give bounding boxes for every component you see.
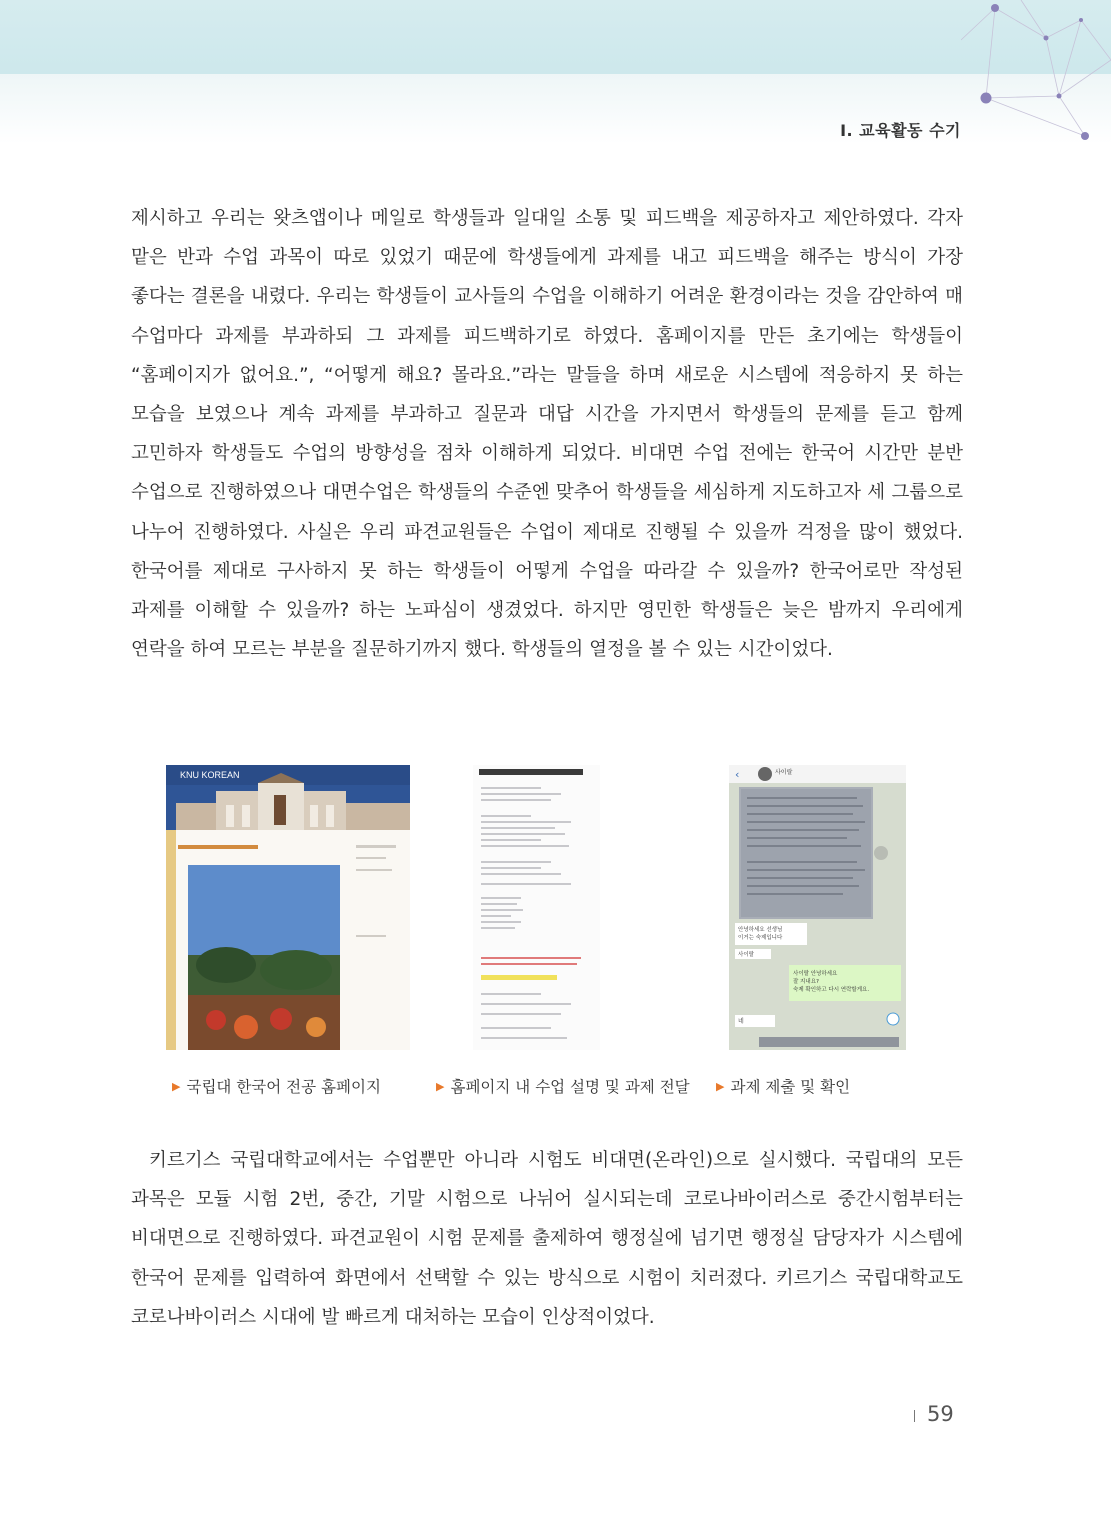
network-decoration-icon [961,0,1111,150]
figure-caption-1 [172,1075,381,1097]
svg-text:잘 지내요?: 잘 지내요? [793,979,819,985]
caption-text: 과제 제출 및 확인 [730,1078,851,1096]
caption-marker-icon: ▶ [716,1080,725,1093]
svg-text:네: 네 [738,1018,744,1025]
site-title: KNU KOREAN [180,770,240,780]
body-paragraph-1: 제시하고 우리는 왓츠앱이나 메일로 학생들과 일대일 소통 및 피드백을 제공하자고 제안하였다. 각자 맡은 반과 수업 과목이 따로 있었기 때문에 학생들에게 과제를 내고 피드백을 해주는 방식이 가장 좋다는 결론을 내렸다. 우리는 학생들이 교사들의 수업을 이해하기 어려운 환경이라는 것을 감안하여 매 수업마다 과제를 부과하되 그 과제를 피드백하기로 하였다. 홈페이지를 만든 초기에는 학생들이 “홈페이지가 없어요.”, “어떻게 해요? 몰라요.”라는 말들을 하며 새로운 시스템에 적응하지 못 하는 모습을 보였으나 계속 과제를 부과하고 질문과 대답 시간을 가지면서 학생들의 문제를 듣고 함께 고민하자 학생들도 수업의 방향성을 점차 이해하게 되었다. 비대면 수업 전에는 한국어 시간만 분반 수업으로 진행하였으나 대면수업은 학생들의 수준엔 맞추어 학생들을 세심하게 지도하고자 세 그룹으로 나누어 진행하였다. 사실은 우리 파견교원들은 수업이 제대로 진행될 수 있을까 걱정을 많이 했었다. 한국어를 제대로 구사하지 못 하는 학생들이 어떻게 수업을 따라갈 수 있을까? 한국어로만 작성된 과제를 이해할 수 있을까? 하는 노파심이 생겼었다. 하지만 영민한 학생들은 늦은 밤까지 우리에게 연락을 하여 모르는 부분을 질문하기까지 했다. 학생들의 열정을 볼 수 있는 시간이었다. [131,208,963,661]
homepage-screenshot-image [166,765,410,1050]
svg-text:사이랄 안녕하세요: 사이랄 안녕하세요 [793,971,838,977]
chat-contact-name: 사이랄 [775,769,793,776]
svg-text:‹: ‹ [735,768,740,781]
body-paragraph-2: 키르기스 국립대학교에서는 수업뿐만 아니라 시험도 비대면(온라인)으로 실시했다. 국립대의 모든 과목은 모듈 시험 2번, 중간, 기말 시험으로 나뉘어 실시되는데 코로나바이러스로 중간시험부터는 비대면으로 진행하였다. 파견교원이 시험 문제를 출제하여 행정실에 넘기면 행정실 담당자가 시스템에 한국어 문제를 입력하여 화면에서 선택할 수 있는 방식으로 시험이 치러졌다. 키르기스 국립대학교도 코로나바이러스 시대에 발 빠르게 대처하는 모습이 인상적이었다. [131,1150,963,1328]
svg-text:숙제 확인하고 다시 연락할게요.: 숙제 확인하고 다시 연락할게요. [793,987,870,993]
svg-text:이거는 숙제입니다: 이거는 숙제입니다 [738,935,783,941]
caption-marker-icon: ▶ [436,1080,445,1093]
document-screenshot-image [473,765,600,1050]
page-number [914,1402,954,1426]
svg-text:안녕하세요 선생님: 안녕하세요 선생님 [738,927,783,933]
figure-caption-2 [436,1075,690,1097]
caption-text: 홈페이지 내 수업 설명 및 과제 전달 [450,1078,690,1096]
header-band [0,0,1111,74]
page-number-text: 59 [927,1402,954,1426]
figure-caption-3 [716,1075,850,1097]
svg-text:사이랄: 사이랄 [738,952,754,958]
chat-screenshot-image [729,765,906,1050]
section-title: Ⅰ. 교육활동 수기 [840,121,961,140]
page-number-divider [914,1410,915,1422]
caption-text: 국립대 한국어 전공 홈페이지 [186,1078,381,1096]
caption-marker-icon: ▶ [172,1080,181,1093]
